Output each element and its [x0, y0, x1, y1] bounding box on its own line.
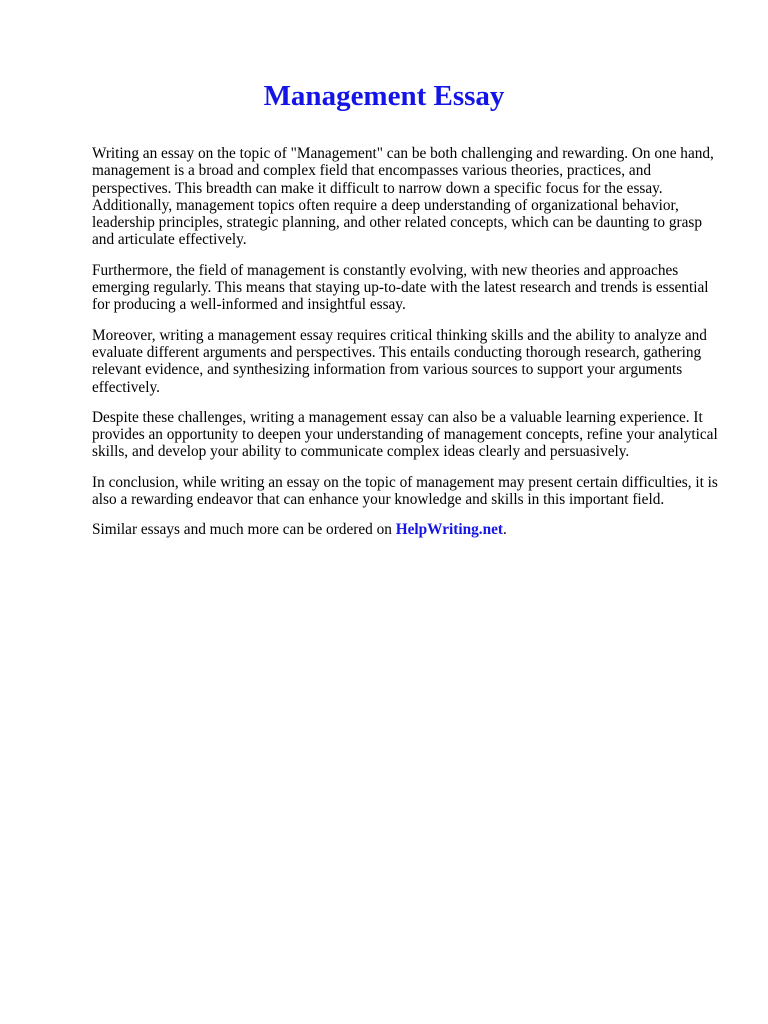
helpwriting-link[interactable]: HelpWriting.net [395, 521, 503, 539]
document-body [92, 145, 720, 552]
closing-suffix: . [502, 521, 507, 539]
document-title: Management Essay [263, 80, 505, 112]
paragraph-4: Despite these challenges, writing a management essay can also be a valuable learning experience. It provides an opportunity to deepen your understanding of management concepts, refine your analytical skills, and develop your ability to communicate complex ideas clearly and persuasively. [92, 408, 718, 461]
paragraph-3: Moreover, writing a management essay requires critical thinking skills and the ability to analyze and evaluate different arguments and perspectives. This entails conducting thorough research, gathering relevant evidence, and synthesizing information from various sources to support your arguments effectively. [92, 326, 707, 396]
paragraph-5: In conclusion, while writing an essay on the topic of management may present certain difficulties, it is also a rewarding endeavor that can enhance your knowledge and skills in this important field. [92, 473, 718, 509]
paragraph-1: Writing an essay on the topic of "Management" can be both challenging and rewarding. On one hand, management is a broad and complex field that encompasses various theories, practices, and perspectives. This breadth can make it difficult to narrow down a specific focus for the essay. Additionally, management topics often require a deep understanding of organizational behavior, leadership principles, strategic planning, and other related concepts, which can be daunting to grasp and articulate effectively. [92, 145, 714, 249]
paragraph-2: Furthermore, the field of management is constantly evolving, with new theories and approaches emerging regularly. This means that staying up-to-date with the latest research and trends is essential for producing a well-informed and insightful essay. [92, 261, 709, 314]
closing-paragraph [92, 521, 720, 538]
closing-prefix: Similar essays and much more can be ordered on [92, 521, 396, 539]
